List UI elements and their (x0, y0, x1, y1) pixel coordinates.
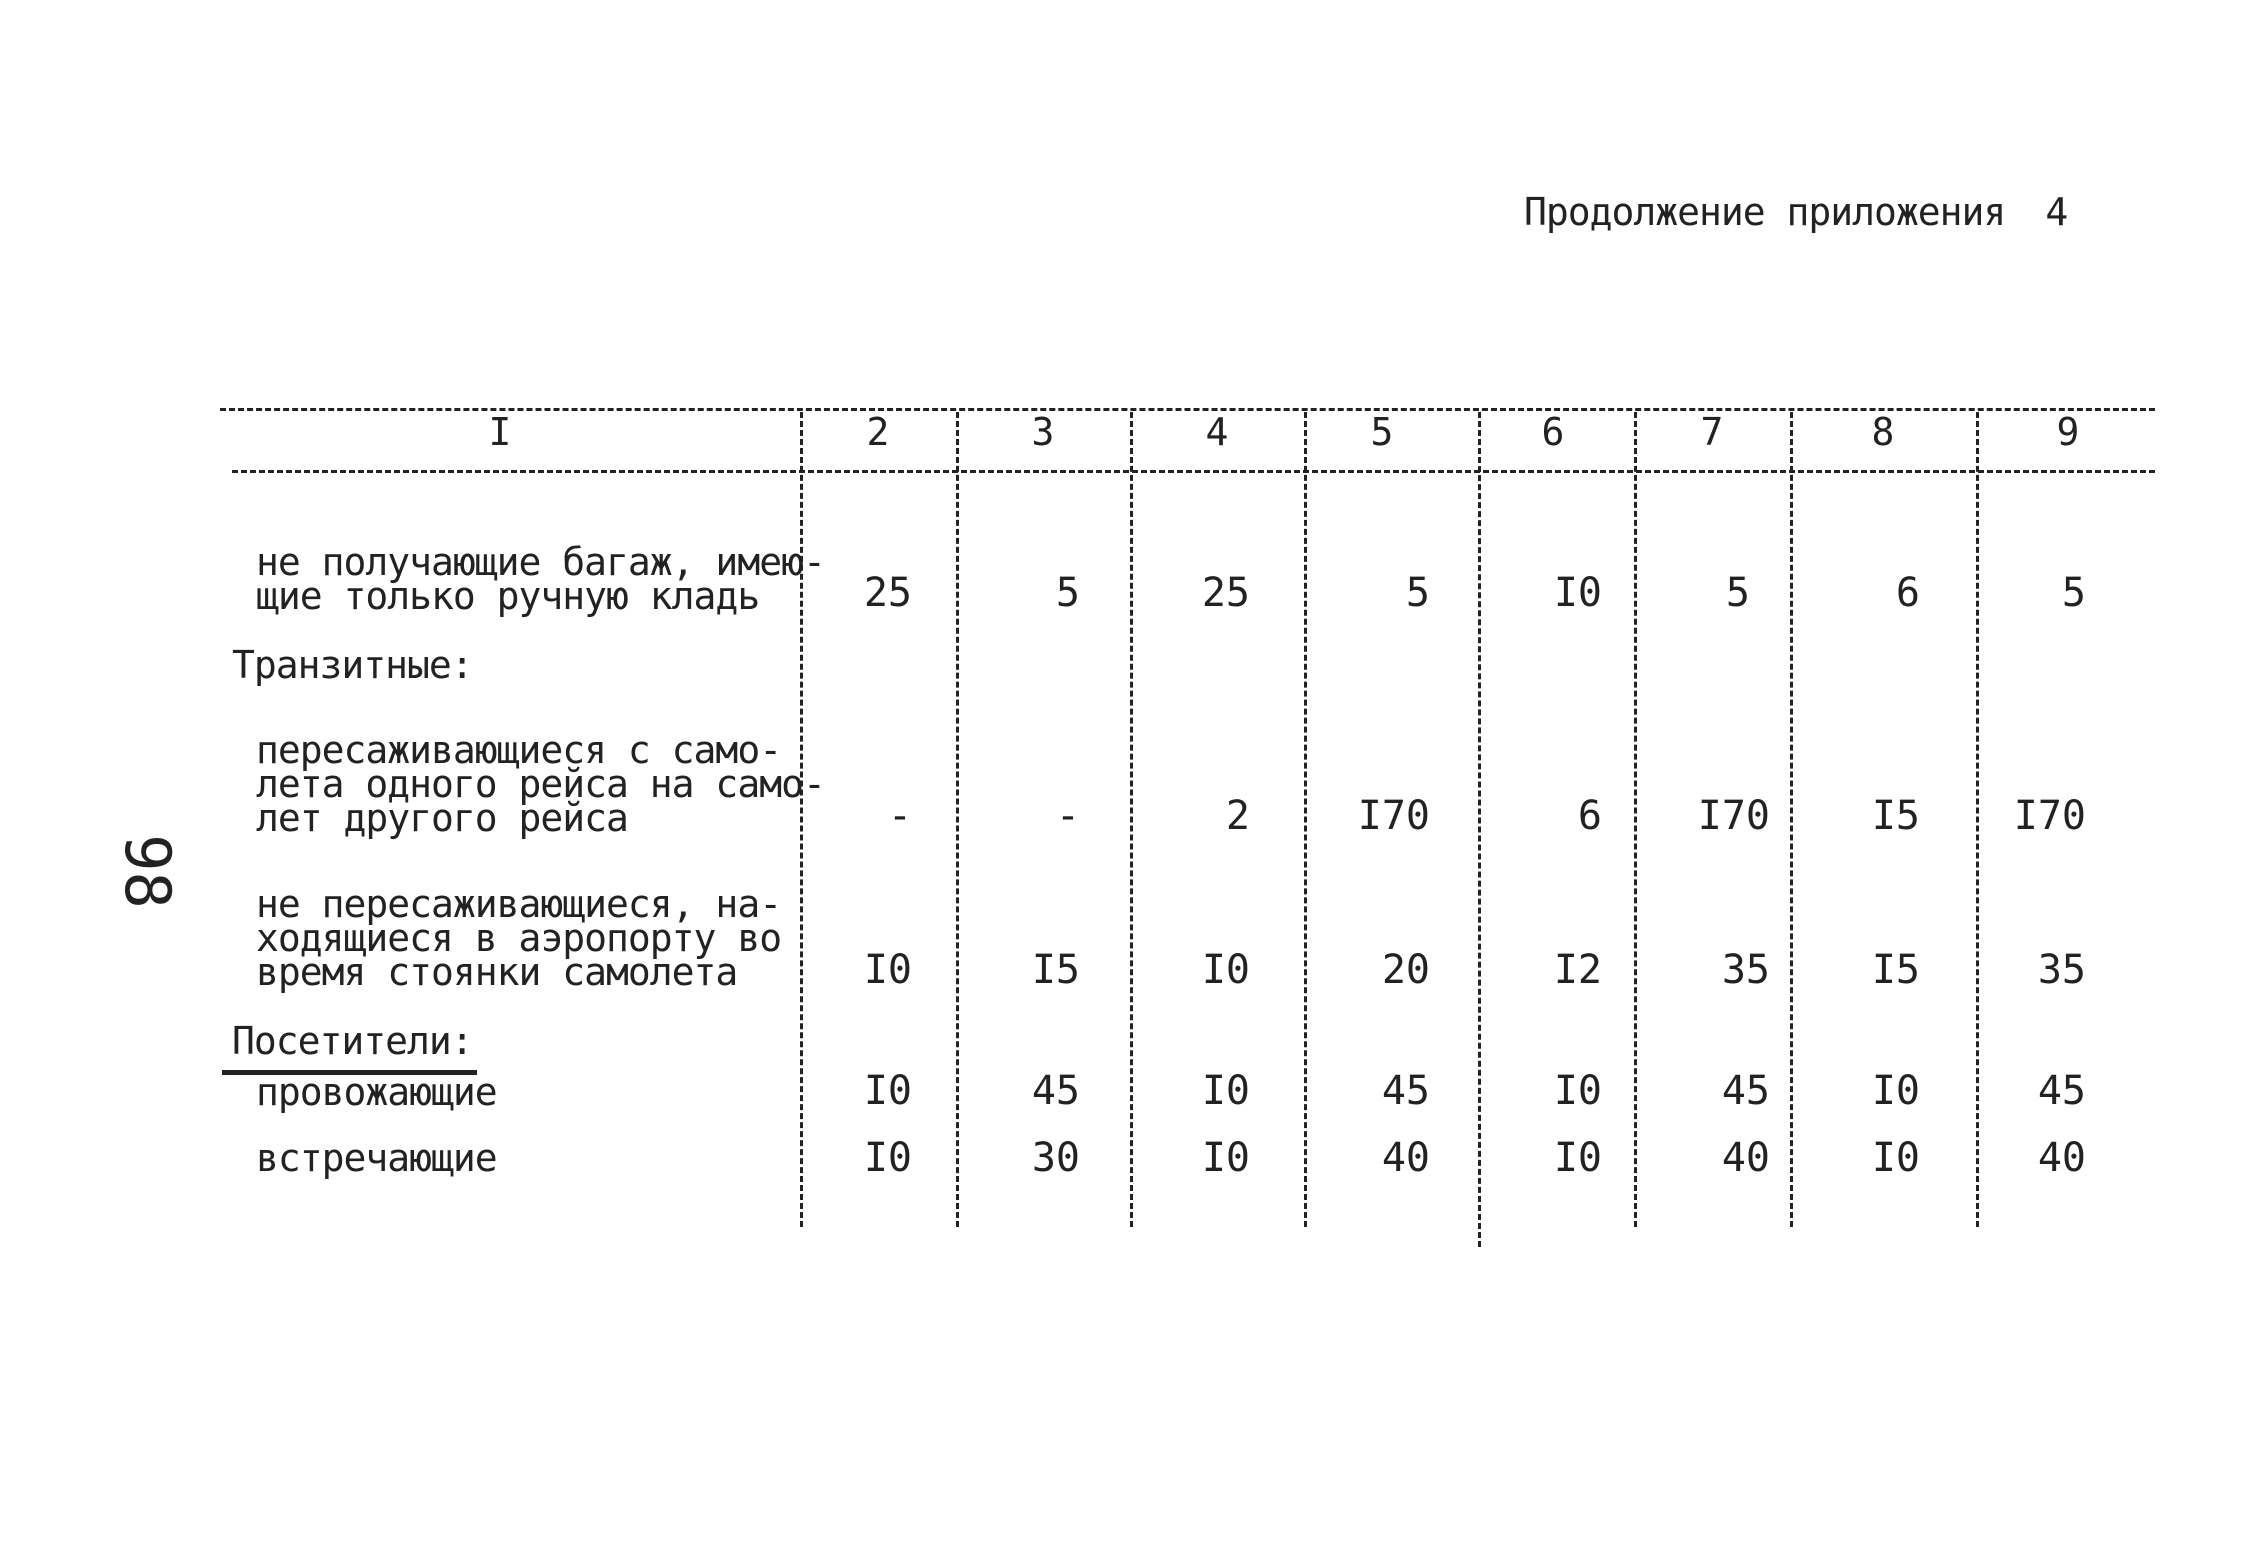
column-header: 3 (1031, 410, 1055, 454)
heading-text: Продолжение приложения (1524, 190, 2006, 234)
cell-value: 40 (2037, 1135, 2086, 1181)
continuation-heading (1524, 190, 2067, 234)
cell-value: I0 (1201, 947, 1250, 993)
section-label: Посетители: (232, 1019, 473, 1063)
column-divider (1790, 412, 1793, 1227)
cell-value: I5 (1871, 947, 1920, 993)
cell-value: 25 (1201, 570, 1250, 616)
column-header: 7 (1700, 410, 1724, 454)
cell-value: I0 (1201, 1068, 1250, 1114)
row-label: не пересаживающиеся, на- ходящиеся в аэропорту во время стоянки самолета (256, 882, 782, 994)
cell-value: I2 (1553, 947, 1602, 993)
cell-value: 2 (1225, 793, 1250, 839)
cell-value: I0 (863, 947, 912, 993)
cell-value: 45 (1031, 1068, 1080, 1114)
section-label: Транзитные: (232, 643, 473, 687)
cell-value: 35 (1721, 947, 1770, 993)
cell-value: 45 (1381, 1068, 1430, 1114)
cell-value: I0 (1871, 1068, 1920, 1114)
cell-value: I0 (1553, 1068, 1602, 1114)
cell-value: 5 (1055, 570, 1080, 616)
cell-value: 40 (1381, 1135, 1430, 1181)
cell-value: 5 (2061, 570, 2086, 616)
cell-value: 6 (1577, 793, 1602, 839)
cell-value: 45 (1721, 1068, 1770, 1114)
cell-value: I0 (1201, 1135, 1250, 1181)
cell-value: I0 (1871, 1135, 1920, 1181)
row-label: пересаживающиеся с само- лета одного рейса на само- лет другого рейса (256, 728, 825, 840)
page-number: 98 (110, 834, 184, 909)
cell-value: I0 (863, 1068, 912, 1114)
cell-value: I70 (1697, 793, 1770, 839)
cell-value: I5 (1031, 947, 1080, 993)
column-header: 4 (1205, 410, 1229, 454)
column-divider (1634, 412, 1637, 1227)
cell-value: I70 (2013, 793, 2086, 839)
column-header: 6 (1541, 410, 1565, 454)
cell-value: 35 (2037, 947, 2086, 993)
cell-value: 30 (1031, 1135, 1080, 1181)
cell-value: - (887, 793, 912, 839)
cell-value: I0 (1553, 570, 1602, 616)
heading-number: 4 (2045, 190, 2068, 234)
row-label: не получающие багаж, имею- щие только ручную кладь (256, 540, 825, 618)
column-divider (956, 412, 959, 1227)
cell-value: 5 (1405, 570, 1430, 616)
cell-value: 6 (1895, 570, 1920, 616)
cell-value: I0 (1553, 1135, 1602, 1181)
cell-value: - (1055, 793, 1080, 839)
header-bottom-rule (232, 470, 2155, 473)
cell-value: 25 (863, 570, 912, 616)
column-divider (1304, 412, 1307, 1227)
column-header: I (488, 410, 512, 454)
column-divider (1478, 412, 1481, 1247)
column-header: 5 (1370, 410, 1394, 454)
row-label: встречающие (256, 1136, 497, 1180)
row-label: провожающие (256, 1070, 497, 1114)
column-header: 2 (866, 410, 890, 454)
column-header: 9 (2056, 410, 2080, 454)
cell-value: 40 (1721, 1135, 1770, 1181)
column-header: 8 (1871, 410, 1895, 454)
cell-value: 45 (2037, 1068, 2086, 1114)
cell-value: 20 (1381, 947, 1430, 993)
cell-value: I0 (863, 1135, 912, 1181)
cell-value: 5 (1725, 570, 1750, 616)
cell-value: I5 (1871, 793, 1920, 839)
cell-value: I70 (1357, 793, 1430, 839)
